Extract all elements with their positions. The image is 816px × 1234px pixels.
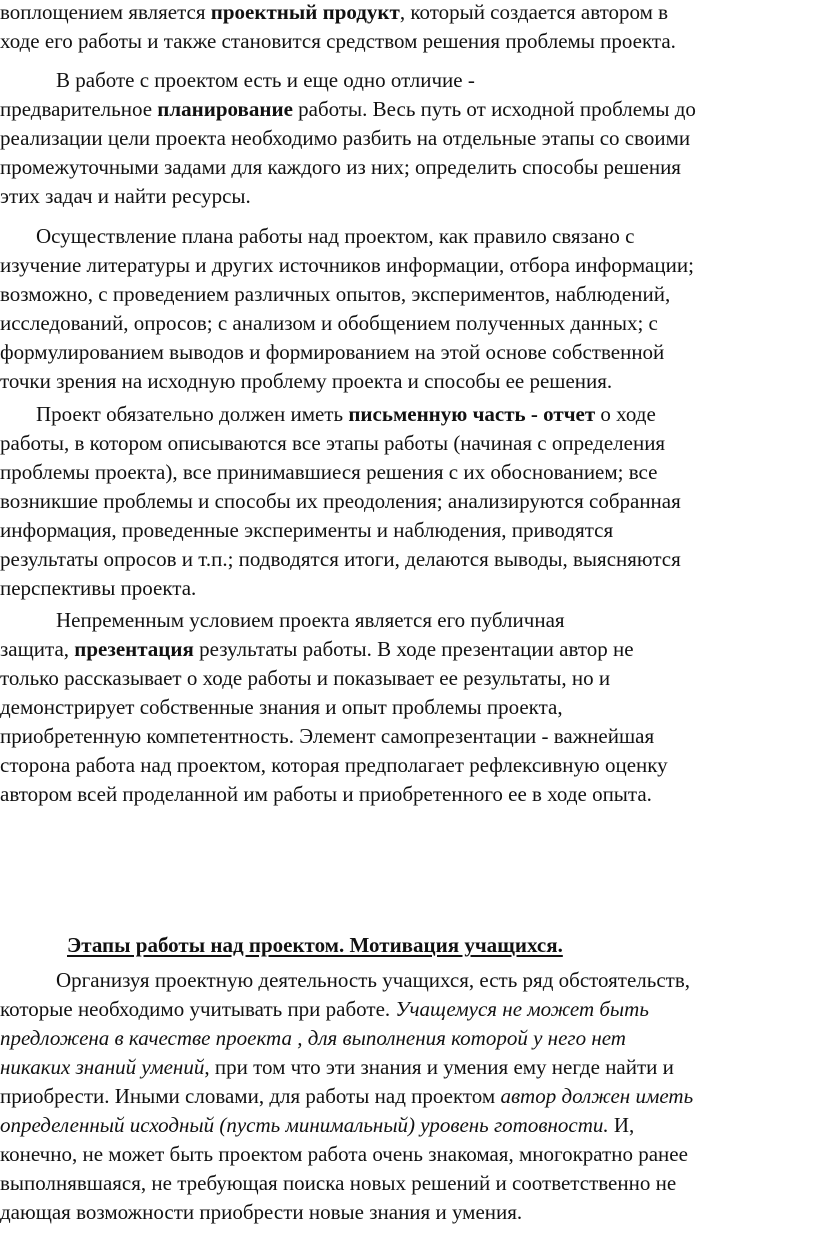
bold-term-written-report: письменную часть - отчет <box>348 402 596 426</box>
paragraph-5-line-7: автором всей проделанной им работы и приобретенного ее в ходе опыта. <box>0 782 652 806</box>
paragraph-2-line-4: промежуточными задами для каждого из них; определить способы решения <box>0 155 681 179</box>
paragraph-5-line-5: приобретенную компетентность. Элемент самопрезентации - важнейшая <box>0 724 655 748</box>
text-run: воплощением является <box>0 0 211 24</box>
section-heading: Этапы работы над проектом. Мотивация учащихся. <box>67 933 563 957</box>
paragraph-2-line-2 <box>0 95 696 124</box>
text-run: результаты работы. В ходе презентации автор не <box>193 637 634 661</box>
paragraph-6-line-7: конечно, не может быть проектом работа очень знакомая, многократно ранее <box>0 1142 688 1166</box>
paragraph-4-line-4: возникшие проблемы и способы их преодоления; анализируются собранная <box>0 489 681 513</box>
paragraph-2-line-5: этих задач и найти ресурсы. <box>0 184 251 208</box>
paragraph-5-line-3: только рассказывает о ходе работы и показывает ее результаты, но и <box>0 666 611 690</box>
paragraph-1-line-2: ходе его работы и также становится средством решения проблемы проекта. <box>0 29 676 53</box>
paragraph-6-line-1: Организуя проектную деятельность учащихся, есть ряд обстоятельств, <box>56 968 691 992</box>
bold-term-project-product: проектный продукт <box>210 0 400 24</box>
paragraph-6-line-2 <box>0 995 649 1024</box>
paragraph-3-line-5: формулированием выводов и формированием на этой основе собственной <box>0 340 665 364</box>
text-run: , который создается автором в <box>399 0 669 24</box>
paragraph-6-line-3: предложена в качестве проекта , для выполнения которой у него нет <box>0 1026 626 1050</box>
paragraph-6-line-9: дающая возможности приобрести новые знания и умения. <box>0 1200 523 1224</box>
paragraph-6-line-4 <box>0 1053 674 1082</box>
paragraph-3-line-6: точки зрения на исходную проблему проекта и способы ее решения. <box>0 369 613 393</box>
paragraph-5-line-6: сторона работа над проектом, которая предполагает рефлексивную оценку <box>0 753 668 777</box>
paragraph-4-line-6: результаты опросов и т.п.; подводятся итоги, делаются выводы, выясняются <box>0 547 681 571</box>
text-run: работы. Весь путь от исходной проблемы до <box>292 97 696 121</box>
text-run: приобрести. Иными словами, для работы над проектом <box>0 1084 501 1108</box>
paragraph-2-line-1: В работе с проектом есть и еще одно отличие - <box>56 68 475 92</box>
text-run: предварительное <box>0 97 158 121</box>
paragraph-4-line-2: работы, в котором описываются все этапы работы (начиная с определения <box>0 431 666 455</box>
text-run: о ходе <box>595 402 656 426</box>
text-run: которые необходимо учитывать при работе. <box>0 997 396 1021</box>
text-run: Проект обязательно должен иметь <box>36 402 349 426</box>
paragraph-6-line-8: выполнявшаяся, не требующая поиска новых решений и соответственно не <box>0 1171 677 1195</box>
paragraph-4-line-3: проблемы проекта), все принимавшиеся решения с их обоснованием; все <box>0 460 658 484</box>
text-run: защита, <box>0 637 75 661</box>
text-run: , при том что эти знания и умения ему негде найти и <box>204 1055 674 1079</box>
paragraph-4-line-7: перспективы проекта. <box>0 576 197 600</box>
paragraph-5-line-4: демонстрирует собственные знания и опыт проблемы проекта, <box>0 695 563 719</box>
paragraph-6-line-6 <box>0 1111 634 1140</box>
italic-run: Учащемуся не может быть <box>395 997 649 1021</box>
paragraph-5-line-1: Непременным условием проекта является его публичная <box>56 608 565 632</box>
text-run: И, <box>608 1113 635 1137</box>
paragraph-4-line-1 <box>36 400 656 429</box>
italic-run: автор должен иметь <box>500 1084 694 1108</box>
paragraph-1-line-1 <box>0 0 668 27</box>
italic-run: никаких знаний умений <box>0 1055 205 1079</box>
paragraph-3-line-4: исследований, опросов; с анализом и обобщением полученных данных; с <box>0 311 658 335</box>
bold-term-planning: планирование <box>157 97 293 121</box>
paragraph-3-line-2: изучение литературы и других источников информации, отбора информации; <box>0 253 694 277</box>
bold-term-presentation: презентация <box>74 637 194 661</box>
paragraph-6-line-5 <box>0 1082 693 1111</box>
paragraph-3-line-1: Осуществление плана работы над проектом, как правило связано с <box>36 224 635 248</box>
paragraph-5-line-2 <box>0 635 634 664</box>
paragraph-4-line-5: информация, проведенные эксперименты и наблюдения, приводятся <box>0 518 614 542</box>
paragraph-3-line-3: возможно, с проведением различных опытов, экспериментов, наблюдений, <box>0 282 671 306</box>
italic-run: определенный исходный (пусть минимальный) уровень готовности. <box>0 1113 609 1137</box>
paragraph-2-line-3: реализации цели проекта необходимо разбить на отдельные этапы со своими <box>0 126 691 150</box>
